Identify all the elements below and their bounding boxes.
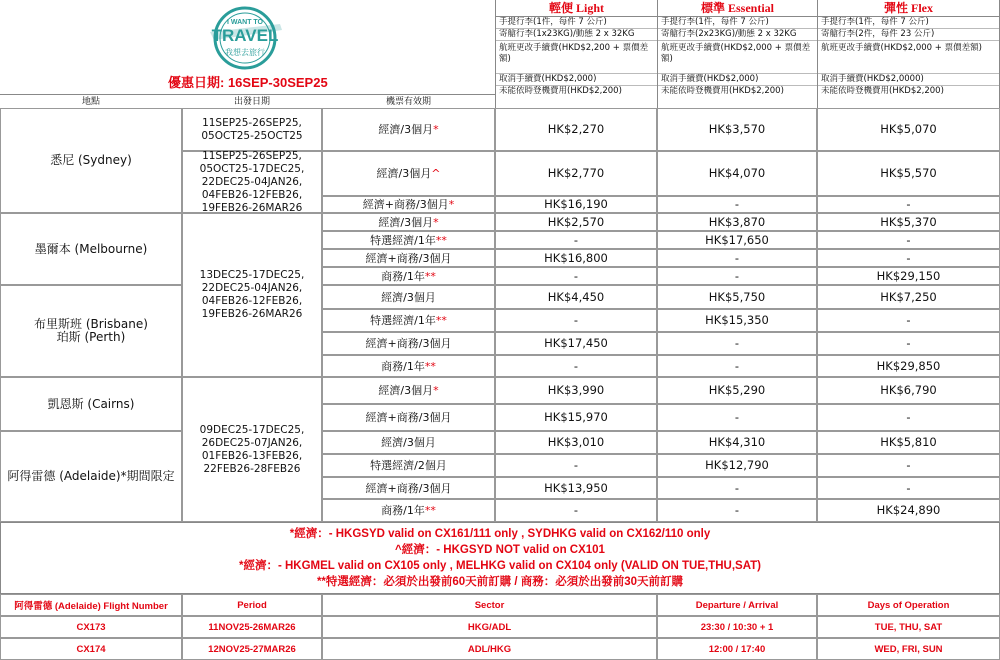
footnote-mark: *: [433, 384, 439, 397]
price-text: -: [734, 197, 740, 211]
validity-cell: [322, 377, 495, 404]
price-text: HK$5,370: [880, 214, 937, 229]
price-flex-cell: [817, 355, 1000, 377]
footnote-mark: ^: [431, 167, 441, 180]
price-text: HK$5,070: [880, 122, 937, 136]
validity-cell: [322, 285, 495, 309]
validity-text: 商務/1年**: [381, 359, 436, 373]
destination-cell: [0, 213, 182, 285]
price-text: -: [734, 250, 740, 265]
note-line: *經濟：- HKGMEL valid on CX105 only , MELHKG valid on CX104 only (VALID ON TUE,THU,SAT): [238, 560, 762, 572]
price-flex-cell: [817, 267, 1000, 285]
date-group-cell: [182, 377, 322, 522]
price-essential-cell: [657, 499, 817, 522]
travel-logo: [200, 2, 290, 74]
flight-cell: CX174: [0, 638, 182, 660]
validity-text: 特選經濟/2個月: [370, 459, 447, 472]
price-essential-cell: [657, 404, 817, 431]
price-light-cell: [495, 285, 657, 309]
tier-line: 手提行李(1件，每件 7 公斤): [818, 17, 999, 29]
price-text: -: [734, 480, 740, 495]
price-text: HK$4,310: [708, 435, 766, 449]
footnote-mark: **: [424, 269, 436, 283]
flight-cell: TUE, THU, SAT: [817, 616, 1000, 638]
price-text: -: [734, 336, 740, 350]
price-flex-cell: [817, 454, 1000, 477]
price-text: HK$7,250: [880, 289, 937, 304]
price-text: -: [906, 232, 911, 247]
date-group-cell: [182, 213, 322, 377]
price-light-cell: [495, 108, 657, 151]
tier-name: 標準 Essential: [658, 0, 817, 17]
price-light-cell: [495, 431, 657, 454]
validity-text: 經濟+商務/3個月: [365, 481, 452, 495]
price-light-cell: [495, 249, 657, 267]
validity-cell: [322, 454, 495, 477]
tier-line: 手提行李(1件，每件 7 公斤): [496, 17, 657, 29]
price-flex-cell: [817, 499, 1000, 522]
price-text: -: [573, 268, 579, 283]
price-text: -: [734, 268, 740, 283]
price-flex-cell: [817, 285, 1000, 309]
validity-cell: [322, 355, 495, 377]
price-essential-cell: [657, 355, 817, 377]
price-essential-cell: [657, 377, 817, 404]
price-essential-cell: [657, 231, 817, 249]
validity-cell: [322, 249, 495, 267]
tier-line: 航班更改手續費(HKD$2,000 + 票價差額): [658, 41, 817, 74]
validity-text: 商務/1年**: [381, 504, 436, 517]
validity-cell: [322, 404, 495, 431]
tier-essential: [657, 0, 817, 108]
validity-text: 經濟+商務/3個月: [365, 411, 452, 424]
price-text: -: [906, 197, 911, 211]
destination-name: 布里斯班 (Brisbane) 珀斯 (Perth): [34, 317, 148, 344]
price-text: -: [906, 458, 911, 472]
price-light-cell: [495, 477, 657, 499]
price-light-cell: [495, 355, 657, 377]
price-text: -: [906, 336, 911, 350]
price-text: -: [573, 313, 579, 327]
flight-header-cell: 阿得雷德 (Adelaide) Flight Number: [0, 594, 182, 616]
note-line: *經濟：- HKGSYD valid on CX161/111 only , SYDHKG valid on CX162/110 only: [289, 528, 711, 540]
price-text: HK$16,800: [544, 250, 608, 265]
price-essential-cell: [657, 332, 817, 355]
date-group-cell: [182, 151, 322, 213]
validity-cell: [322, 332, 495, 355]
price-flex-cell: [817, 151, 1000, 196]
flight-header-cell: Sector: [322, 594, 657, 616]
price-text: -: [573, 458, 579, 472]
tier-line: 取消手續費(HKD$2,000): [658, 74, 817, 86]
validity-cell: [322, 213, 495, 231]
destination-cell: [0, 285, 182, 377]
price-text: HK$5,810: [880, 435, 937, 449]
tier-name: 彈性 Flex: [818, 0, 999, 17]
price-text: -: [906, 250, 911, 265]
price-text: -: [734, 410, 740, 424]
note-line: ^經濟：- HKGSYD NOT valid on CX101: [395, 544, 605, 556]
price-flex-cell: [817, 309, 1000, 332]
promo-date: 優惠日期: 16SEP-30SEP25: [168, 75, 328, 90]
price-text: HK$4,070: [708, 166, 766, 180]
date-group-cell: [182, 108, 322, 151]
price-text: HK$17,450: [544, 336, 608, 350]
footnote-mark: **: [435, 314, 447, 327]
destination-cell: [0, 377, 182, 431]
price-light-cell: [495, 213, 657, 231]
price-light-cell: [495, 377, 657, 404]
tier-line: 未能依時登機費用(HKD$2,200): [661, 86, 784, 96]
price-flex-cell: [817, 213, 1000, 231]
price-light-cell: [495, 454, 657, 477]
price-flex-cell: [817, 332, 1000, 355]
price-text: -: [573, 358, 579, 373]
tier-line: 手提行李(1件，每件 7 公斤): [658, 17, 817, 29]
validity-cell: [322, 151, 495, 196]
validity-text: 經濟+商務/3個月*: [362, 198, 455, 211]
validity-text: 經濟/3個月^: [376, 167, 441, 180]
validity-text: 經濟/3個月*: [378, 123, 439, 136]
flight-header-cell: Departure / Arrival: [657, 594, 817, 616]
price-flex-cell: [817, 404, 1000, 431]
price-essential-cell: [657, 431, 817, 454]
date-group-text: 09DEC25-17DEC25, 26DEC25-07JAN26, 01FEB26-13FEB26, 22FEB26-28FEB26: [199, 423, 305, 475]
flight-header-cell: Period: [182, 594, 322, 616]
logo-main-text: TRAVEL: [211, 26, 279, 45]
col-header-validity: 機票有效期: [322, 94, 495, 108]
flight-cell: ADL/HKG: [322, 638, 657, 660]
tier-header: [0, 0, 1000, 108]
price-essential-cell: [657, 151, 817, 196]
validity-text: 商務/1年**: [381, 269, 436, 283]
footnote-mark: **: [424, 504, 436, 517]
price-text: HK$2,770: [547, 166, 605, 180]
validity-text: 經濟/3個月*: [378, 215, 439, 229]
price-text: HK$3,010: [547, 435, 605, 449]
validity-text: 經濟/3個月*: [378, 384, 439, 397]
price-text: HK$12,790: [705, 458, 769, 472]
tier-line: 寄艙行李(2件，每件 23 公斤): [818, 29, 999, 41]
price-text: HK$4,450: [547, 289, 605, 304]
price-essential-cell: [657, 249, 817, 267]
destination-name: 悉尼 (Sydney): [50, 153, 132, 167]
price-text: -: [734, 503, 740, 517]
price-light-cell: [495, 267, 657, 285]
destination-name: 墨爾本 (Melbourne): [34, 241, 148, 256]
flight-cell: CX173: [0, 616, 182, 638]
logo-top-text: I WANT TO: [226, 19, 264, 26]
date-group-text: 11SEP25-26SEP25, 05OCT25-17DEC25, 22DEC25-04JAN26, 04FEB26-12FEB26, 19FEB26-26MAR26: [199, 149, 305, 214]
price-text: HK$5,570: [880, 166, 937, 180]
price-text: HK$2,570: [547, 214, 605, 229]
logo-cn-text: 我想去旅行: [225, 48, 265, 57]
validity-cell: [322, 231, 495, 249]
tier-name: 輕便 Light: [496, 0, 657, 17]
price-essential-cell: [657, 108, 817, 151]
price-essential-cell: [657, 196, 817, 213]
price-text: HK$3,570: [708, 122, 766, 136]
validity-text: 經濟/3個月: [381, 290, 436, 304]
price-essential-cell: [657, 454, 817, 477]
price-text: HK$17,650: [705, 232, 769, 247]
price-light-cell: [495, 151, 657, 196]
price-text: HK$5,750: [708, 289, 766, 304]
price-flex-cell: [817, 477, 1000, 499]
validity-cell: [322, 309, 495, 332]
validity-cell: [322, 196, 495, 213]
footnote-mark: **: [435, 233, 447, 247]
footnote-mark: *: [433, 123, 439, 136]
validity-text: 特選經濟/1年**: [370, 233, 447, 247]
validity-cell: [322, 108, 495, 151]
price-text: HK$15,350: [705, 313, 769, 327]
price-text: HK$29,850: [876, 358, 941, 373]
validity-cell: [322, 499, 495, 522]
price-text: HK$16,190: [544, 197, 608, 211]
price-text: -: [573, 503, 579, 517]
validity-text: 經濟+商務/3個月: [365, 251, 452, 265]
price-text: HK$24,890: [876, 503, 941, 517]
tier-line: 寄艙行李(2x23KG)/動態 2 x 32KG: [658, 29, 817, 41]
price-text: HK$3,990: [547, 383, 605, 397]
price-light-cell: [495, 309, 657, 332]
date-group-text: 13DEC25-17DEC25, 22DEC25-04JAN26, 04FEB26-12FEB26, 19FEB26-26MAR26: [199, 269, 305, 320]
price-light-cell: [495, 404, 657, 431]
price-text: -: [573, 232, 579, 247]
price-text: -: [906, 410, 911, 424]
price-flex-cell: [817, 249, 1000, 267]
price-text: HK$2,270: [547, 122, 605, 136]
price-text: HK$15,970: [544, 410, 608, 424]
destination-name: 阿得雷德 (Adelaide)*期間限定: [7, 469, 175, 483]
validity-cell: [322, 267, 495, 285]
col-header-dates: 出發日期: [182, 94, 322, 108]
tier-line: 航班更改手續費(HKD$2,200 + 票價差額): [496, 41, 657, 74]
flight-cell: 11NOV25-26MAR26: [182, 616, 322, 638]
price-essential-cell: [657, 285, 817, 309]
footnote-mark: **: [424, 359, 436, 373]
flight-cell: 23:30 / 10:30 + 1: [657, 616, 817, 638]
tier-line: 未能依時登機費用(HKD$2,200): [499, 86, 622, 96]
price-text: HK$3,870: [708, 214, 766, 229]
flight-cell: HKG/ADL: [322, 616, 657, 638]
flight-cell: 12NOV25-27MAR26: [182, 638, 322, 660]
price-flex-cell: [817, 108, 1000, 151]
destination-name: 凱恩斯 (Cairns): [47, 396, 135, 411]
flight-cell: 12:00 / 17:40: [657, 638, 817, 660]
tier-line: 未能依時登機費用(HKD$2,200): [821, 86, 944, 96]
price-light-cell: [495, 196, 657, 213]
validity-cell: [322, 431, 495, 454]
price-text: -: [906, 313, 911, 327]
price-text: HK$13,950: [544, 480, 608, 495]
price-flex-cell: [817, 377, 1000, 404]
tier-light: [495, 0, 657, 108]
price-light-cell: [495, 499, 657, 522]
tier-line: 航班更改手續費(HKD$2,000 + 票價差額): [818, 41, 999, 74]
destination-cell: [0, 431, 182, 522]
tier-line: 寄艙行李(1x23KG)/動態 2 x 32KG: [496, 29, 657, 41]
price-text: -: [906, 480, 911, 495]
price-flex-cell: [817, 196, 1000, 213]
footnote-mark: *: [433, 215, 439, 229]
validity-text: 經濟/3個月: [381, 436, 436, 449]
price-flex-cell: [817, 431, 1000, 454]
validity-cell: [322, 477, 495, 499]
price-essential-cell: [657, 309, 817, 332]
tier-line: 取消手續費(HKD$2,0000): [818, 74, 999, 86]
price-text: -: [734, 358, 740, 373]
price-flex-cell: [817, 231, 1000, 249]
fare-notes: [0, 522, 1000, 594]
destination-cell: [0, 108, 182, 213]
date-group-text: 11SEP25-26SEP25, 05OCT25-25OCT25: [201, 116, 303, 142]
price-essential-cell: [657, 213, 817, 231]
validity-text: 經濟+商務/3個月: [365, 337, 452, 350]
col-header-destination: 地點: [0, 94, 182, 108]
validity-text: 特選經濟/1年**: [370, 314, 447, 327]
price-text: HK$6,790: [880, 383, 937, 397]
price-essential-cell: [657, 477, 817, 499]
note-line: **特選經濟：必須於出發前60天前訂購 / 商務：必須於出發前30天前訂購: [316, 576, 684, 588]
price-text: HK$29,150: [876, 268, 941, 283]
tier-flex: [817, 0, 1000, 108]
price-text: HK$5,290: [708, 383, 766, 397]
price-essential-cell: [657, 267, 817, 285]
footnote-mark: *: [448, 198, 455, 211]
flight-cell: WED, FRI, SUN: [817, 638, 1000, 660]
tier-line: 取消手續費(HKD$2,000): [496, 74, 657, 86]
flight-header-cell: Days of Operation: [817, 594, 1000, 616]
price-light-cell: [495, 332, 657, 355]
price-light-cell: [495, 231, 657, 249]
